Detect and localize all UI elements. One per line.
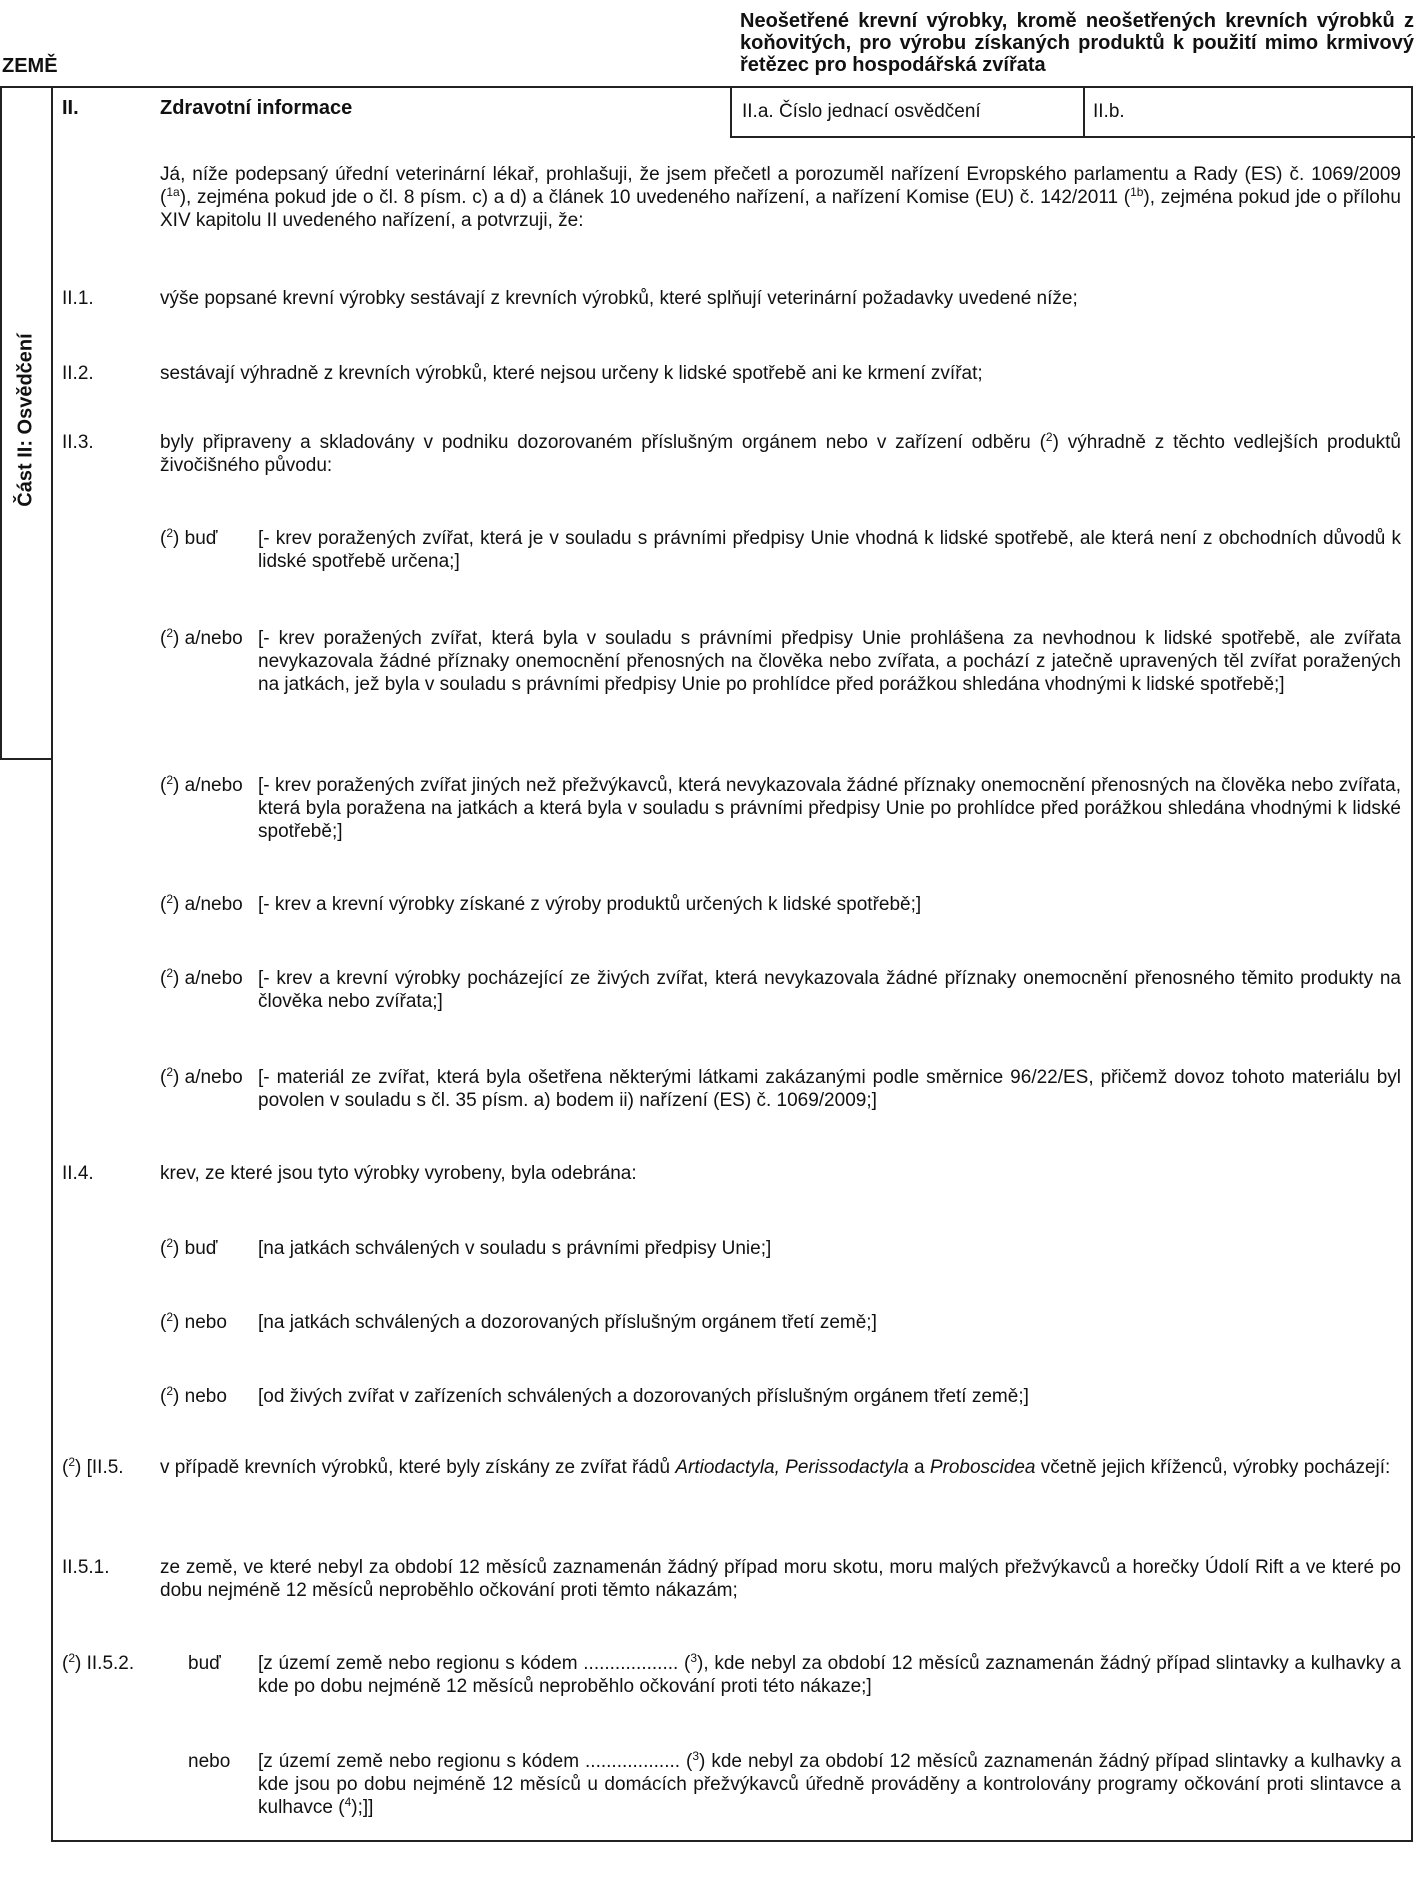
- option-text: [- krev poražených zvířat, která je v souladu s právními předpisy Unie vhodná k lidské spotřebě, ale která není z obchodních důvodů k lidské spotřebě určena;]: [258, 528, 1401, 572]
- frame-right-border: [1411, 86, 1413, 1841]
- certificate-title: Neošetřené krevní výrobky, kromě neošetřených krevních výrobků z koňovitých, pro výrobu získaných produktů k použití mimo krmivový řetězec pro hospodářská zvířata: [740, 10, 1414, 76]
- iiscc-field: II.b.: [1093, 101, 1125, 122]
- option-text: [z území země nebo regionu s kódem .................. ($^3$), kde nebyl za období 12 měsíců zaznamenán žádný případ slintavky a kulhavky a kde po dobu nejméně 12 měsíců neproběhlo očkování proti této nákaze;]: [258, 1651, 1402, 1697]
- option-label: ($^2$) buď: [160, 1236, 218, 1259]
- option-label: buď: [188, 1653, 221, 1674]
- section-number: II.: [62, 97, 79, 119]
- option-text: [- materiál ze zvířat, která byla ošetřena některými látkami zakázanými podle směrnice 96/22/ES, přičemž dovoz tohoto materiálu byl povolen v souladu s čl. 35 písm. a) bodem ii) nařízení (ES) č. 1069/2009;]: [258, 1067, 1401, 1111]
- option-label: nebo: [188, 1751, 231, 1772]
- option-label: ($^2$) a/nebo: [160, 966, 243, 989]
- option-label: ($^2$) nebo: [160, 1384, 227, 1407]
- country-label: ZEMĚ: [2, 55, 58, 77]
- option-text: [- krev a krevní výrobky pocházející ze živých zvířat, která nevykazovala žádné příznaky onemocnění přenosného těmito produkty na člověka nebo zvířata;]: [258, 968, 1401, 1012]
- item-number: II.3.: [62, 432, 94, 453]
- item-number: II.1.: [62, 288, 94, 309]
- frame-bottom-border: [51, 1840, 1413, 1842]
- reference-box-divider: [1083, 86, 1085, 136]
- declaration-intro: Já, níže podepsaný úřední veterinární lékař, prohlašuji, že jsem přečetl a porozuměl nařízení Evropského parlamentu a Rady (ES) č. 1069/2009 ($^{1a}$), zejména pokud jde o čl. 8 písm. c) a d) a článek 10 uvedeného nařízení, a nařízení Komise (EU) č. 142/2011 ($^{1b}$), zejména pokud jde o přílohu XIV kapitolu II uvedeného nařízení, a potvrzuji, že:: [160, 164, 1401, 231]
- item-text: ze země, ve které nebyl za období 12 měsíců zaznamenán žádný případ moru skotu, moru malých přežvýkavců a horečky Údolí Rift a ve které po dobu nejméně 12 měsíců neproběhlo očkování proti těmto nákazám;: [160, 1557, 1401, 1601]
- item-number: II.2.: [62, 363, 94, 384]
- option-text: [- krev a krevní výrobky získané z výroby produktů určených k lidské spotřebě;]: [258, 894, 922, 915]
- frame-left-border: [0, 86, 2, 759]
- option-label: ($^2$) a/nebo: [160, 773, 243, 796]
- item-text: v případě krevních výrobků, které byly získány ze zvířat řádů Artiodactyla, Perissodactyla a Proboscidea včetně jejich kříženců, výrobky pocházejí:: [160, 1457, 1391, 1478]
- option-label: ($^2$) nebo: [160, 1310, 227, 1333]
- item-number: II.5.1.: [62, 1557, 110, 1578]
- certificate-reference-field: II.a. Číslo jednací osvědčení: [742, 101, 981, 122]
- item-text: krev, ze které jsou tyto výrobky vyrobeny, byla odebrána:: [160, 1163, 637, 1184]
- item-number: II.4.: [62, 1163, 94, 1184]
- item-number: ($^2$) II.5.2.: [62, 1651, 135, 1674]
- side-part-label: Část II: Osvědčení: [14, 333, 37, 507]
- option-label: ($^2$) a/nebo: [160, 1065, 243, 1088]
- item-text: byly připraveny a skladovány v podniku dozorovaném příslušným orgánem nebo v zařízení odběru ($^2$) výhradně z těchto vedlejších produktů živočišného původu:: [160, 430, 1401, 476]
- option-text: [na jatkách schválených v souladu s právními předpisy Unie;]: [258, 1238, 772, 1259]
- item-text: výše popsané krevní výrobky sestávají z krevních výrobků, které splňují veterinární požadavky uvedené níže;: [160, 288, 1078, 309]
- option-text: [- krev poražených zvířat, která byla v souladu s právními předpisy Unie prohlášena za nevhodnou k lidské spotřebě, ale zvířata nevykazovala žádné příznaky onemocnění přenosných na člověka nebo zvířata, a pochází z jatečně upravených těl zvířat poražených na jatkách, jež byla v souladu s právními předpisy Unie po prohlídce před porážkou shledána vhodnými k lidské spotřebě;]: [258, 628, 1401, 695]
- side-label-box-bottom: [0, 758, 52, 760]
- section-title: Zdravotní informace: [160, 97, 353, 119]
- option-label: ($^2$) a/nebo: [160, 892, 243, 915]
- option-text: [od živých zvířat v zařízeních schválených a dozorovaných příslušným orgánem třetí země;]: [258, 1386, 1029, 1407]
- content-left-border: [51, 86, 53, 1841]
- option-label: ($^2$) a/nebo: [160, 626, 243, 649]
- option-text: [na jatkách schválených a dozorovaných příslušným orgánem třetí země;]: [258, 1312, 877, 1333]
- item-number: ($^2$) [II.5.: [62, 1455, 124, 1478]
- option-text: [z území země nebo regionu s kódem .................. ($^3$) kde nebyl za období 12 měsíců zaznamenán žádný případ slintavky a kulhavky a kde jsou po dobu nejméně 12 měsíců u domácích přežvýkavců úředně prováděny a kontrolovány programy očkování proti slintavce a kulhavce ($^4$);]]: [258, 1749, 1402, 1818]
- option-text: [- krev poražených zvířat jiných než přežvýkavců, která nevykazovala žádné příznaky onemocnění přenosných na člověka nebo zvířata, která byla poražena na jatkách a která byla v souladu s právními předpisy Unie po prohlídce před porážkou shledána vhodnými k lidské spotřebě;]: [258, 775, 1401, 842]
- option-label: ($^2$) buď: [160, 526, 218, 549]
- item-text: sestávají výhradně z krevních výrobků, které nejsou určeny k lidské spotřebě ani ke krmení zvířat;: [160, 363, 983, 384]
